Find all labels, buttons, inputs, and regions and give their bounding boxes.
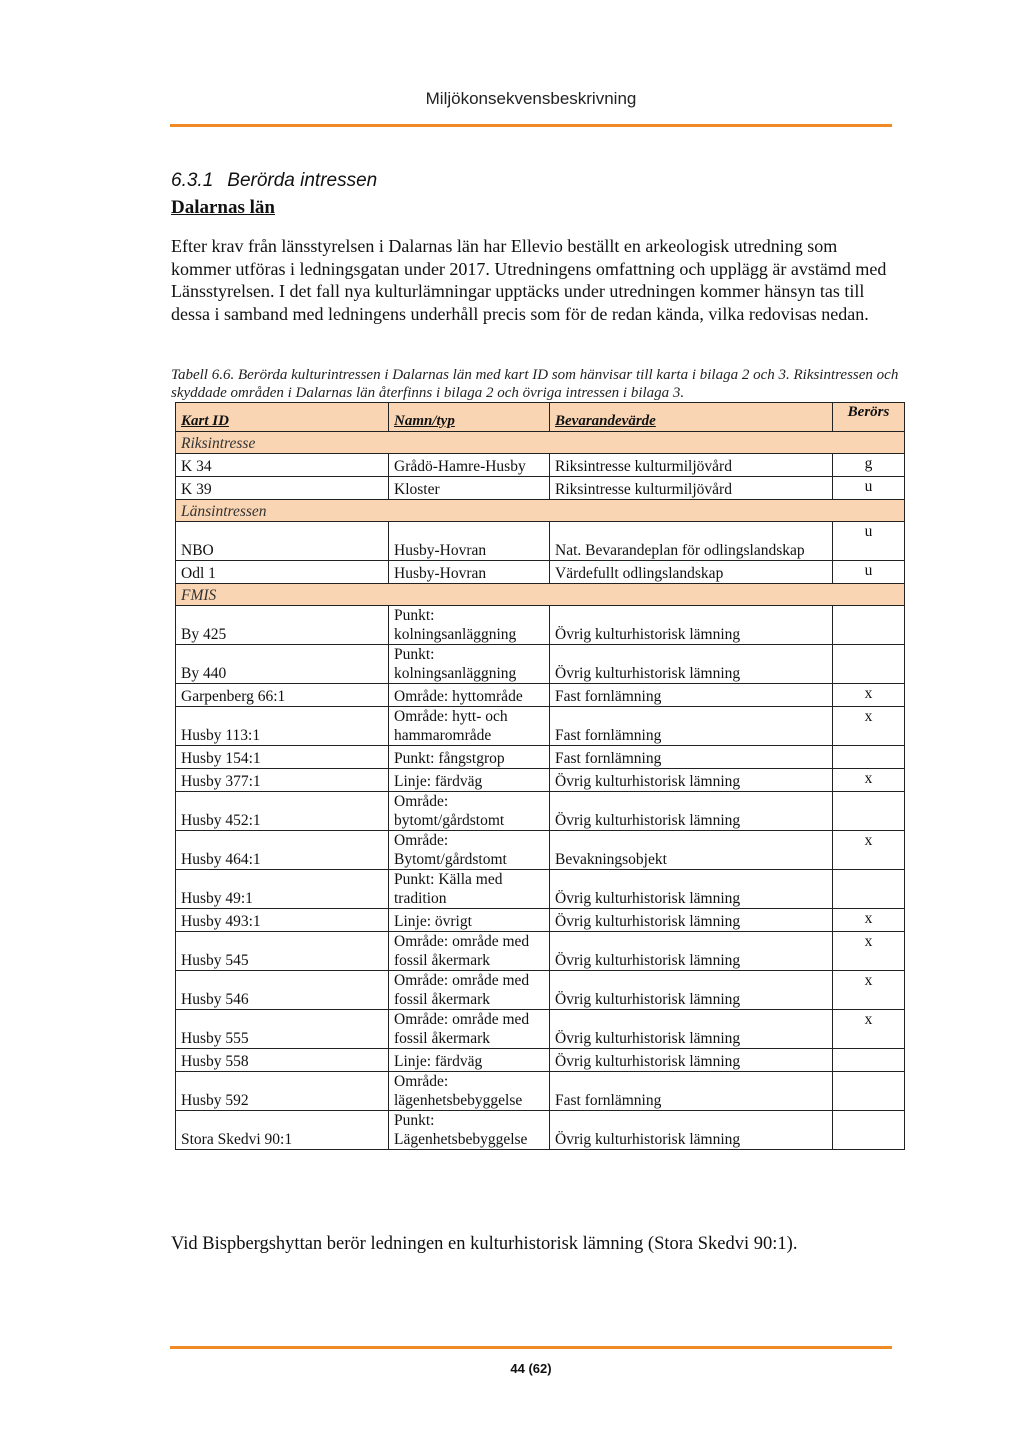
table-row <box>176 1010 905 1049</box>
cell-bevarandevarde: Värdefullt odlingslandskap <box>550 561 833 584</box>
cell-kart-id: Husby 592 <box>176 1072 389 1111</box>
header-kart-id: Kart ID <box>176 403 389 432</box>
table-body <box>176 432 905 1150</box>
cell-bevarandevarde: Övrig kulturhistorisk lämning <box>550 1010 833 1049</box>
cell-bevarandevarde: Fast fornlämning <box>550 746 833 769</box>
table-row <box>176 561 905 584</box>
cell-namn-typ: Punkt: Källa med tradition <box>389 870 550 909</box>
cell-namn-typ: Linje: färdväg <box>389 769 550 792</box>
section-number: 6.3.1 <box>171 170 214 191</box>
cell-kart-id: Husby 113:1 <box>176 707 389 746</box>
cell-namn-typ: Område: lägenhetsbebyggelse <box>389 1072 550 1111</box>
cell-namn-typ: Område: område med fossil åkermark <box>389 932 550 971</box>
cell-kart-id: K 34 <box>176 454 389 477</box>
cell-namn-typ: Grådö-Hamre-Husby <box>389 454 550 477</box>
cell-bevarandevarde: Bevakningsobjekt <box>550 831 833 870</box>
table-row <box>176 746 905 769</box>
cell-bevarandevarde: Övrig kulturhistorisk lämning <box>550 1111 833 1150</box>
cell-kart-id: Husby 546 <box>176 971 389 1010</box>
cell-berors: x <box>833 707 905 746</box>
cell-berors <box>833 645 905 684</box>
group-label: FMIS <box>176 584 905 606</box>
cell-berors: x <box>833 971 905 1010</box>
section-title: Berörda intressen <box>227 170 378 191</box>
cell-kart-id: Husby 555 <box>176 1010 389 1049</box>
cell-kart-id: By 425 <box>176 606 389 645</box>
table-row <box>176 870 905 909</box>
cell-kart-id: Husby 545 <box>176 932 389 971</box>
cell-namn-typ: Område: område med fossil åkermark <box>389 1010 550 1049</box>
page-number: 44 (62) <box>510 1361 552 1376</box>
cell-namn-typ: Område: bytomt/gårdstomt <box>389 792 550 831</box>
cell-kart-id: Husby 49:1 <box>176 870 389 909</box>
cell-bevarandevarde: Fast fornlämning <box>550 684 833 707</box>
cell-bevarandevarde: Övrig kulturhistorisk lämning <box>550 792 833 831</box>
cell-berors: x <box>833 909 905 932</box>
cell-kart-id: By 440 <box>176 645 389 684</box>
table-row <box>176 1111 905 1150</box>
table-row <box>176 971 905 1010</box>
table-row <box>176 477 905 500</box>
cell-berors <box>833 1049 905 1072</box>
table-row <box>176 522 905 561</box>
table-row <box>176 1049 905 1072</box>
cell-berors: x <box>833 1010 905 1049</box>
table-row <box>176 932 905 971</box>
table-row <box>176 831 905 870</box>
cell-namn-typ: Område: Bytomt/gårdstomt <box>389 831 550 870</box>
body-paragraph: Efter krav från länsstyrelsen i Dalarnas län har Ellevio beställt en arkeologisk utredning som kommer utföras i ledningsgatan under 2017. Utredningens omfattning och upplägg är avstämd med Länsstyrelsen. I det fall nya kulturlämningar upptäcks under utredningen kommer hänsyn tas till dessa i samband med ledningens underhåll precis som för de redan kända, vilka redovisas nedan. <box>171 236 887 324</box>
table-header-row <box>176 403 905 432</box>
cell-namn-typ: Område: område med fossil åkermark <box>389 971 550 1010</box>
cell-kart-id: Husby 452:1 <box>176 792 389 831</box>
cell-namn-typ: Punkt: kolningsanläggning <box>389 606 550 645</box>
cell-namn-typ: Linje: färdväg <box>389 1049 550 1072</box>
table-row <box>176 645 905 684</box>
cell-bevarandevarde: Övrig kulturhistorisk lämning <box>550 870 833 909</box>
sub-heading: Dalarnas län <box>171 197 275 218</box>
table-row <box>176 769 905 792</box>
cell-bevarandevarde: Övrig kulturhistorisk lämning <box>550 606 833 645</box>
cell-kart-id: K 39 <box>176 477 389 500</box>
cell-berors <box>833 792 905 831</box>
cell-bevarandevarde: Riksintresse kulturmiljövård <box>550 477 833 500</box>
table-row <box>176 792 905 831</box>
cell-kart-id: Husby 154:1 <box>176 746 389 769</box>
cell-namn-typ: Område: hytt- och hammarområde <box>389 707 550 746</box>
group-label: Riksintresse <box>176 432 905 454</box>
cell-bevarandevarde: Övrig kulturhistorisk lämning <box>550 769 833 792</box>
cell-berors: u <box>833 561 905 584</box>
cell-berors: x <box>833 932 905 971</box>
cell-berors: u <box>833 477 905 500</box>
cell-kart-id: Husby 558 <box>176 1049 389 1072</box>
group-label: Länsintressen <box>176 500 905 522</box>
cell-bevarandevarde: Övrig kulturhistorisk lämning <box>550 971 833 1010</box>
cell-berors <box>833 1111 905 1150</box>
cell-berors: x <box>833 769 905 792</box>
header-berors: Berörs <box>833 403 905 432</box>
table-group-row <box>176 584 905 606</box>
cell-bevarandevarde: Övrig kulturhistorisk lämning <box>550 909 833 932</box>
cell-bevarandevarde: Fast fornlämning <box>550 707 833 746</box>
footer-rule <box>170 1346 892 1349</box>
cell-berors <box>833 746 905 769</box>
header-rule <box>170 124 892 127</box>
cell-bevarandevarde: Övrig kulturhistorisk lämning <box>550 932 833 971</box>
closing-text: Vid Bispbergshyttan berör ledningen en kulturhistorisk lämning (Stora Skedvi 90:1). <box>171 1234 798 1254</box>
cell-kart-id: Husby 377:1 <box>176 769 389 792</box>
cell-namn-typ: Husby-Hovran <box>389 561 550 584</box>
cell-berors: x <box>833 684 905 707</box>
cell-bevarandevarde: Övrig kulturhistorisk lämning <box>550 1049 833 1072</box>
cell-kart-id: Stora Skedvi 90:1 <box>176 1111 389 1150</box>
culture-interest-table <box>175 402 905 1150</box>
table-row <box>176 606 905 645</box>
cell-kart-id: Garpenberg 66:1 <box>176 684 389 707</box>
cell-namn-typ: Punkt: kolningsanläggning <box>389 645 550 684</box>
cell-kart-id: Husby 464:1 <box>176 831 389 870</box>
table-row <box>176 684 905 707</box>
table-row <box>176 707 905 746</box>
cell-kart-id: Husby 493:1 <box>176 909 389 932</box>
section-heading <box>171 170 377 192</box>
header-bevarandevarde: Bevarandevärde <box>550 403 833 432</box>
table-caption: Tabell 6.6. Berörda kulturintressen i Dalarnas län med kart ID som hänvisar till karta i bilaga 2 och 3. Riksintressen och skyddade områden i Dalarnas län återfinns i bilaga 2 och övriga intressen i bilaga 3. <box>171 367 899 401</box>
cell-berors: x <box>833 831 905 870</box>
cell-namn-typ: Husby-Hovran <box>389 522 550 561</box>
cell-bevarandevarde: Övrig kulturhistorisk lämning <box>550 645 833 684</box>
cell-namn-typ: Område: hyttområde <box>389 684 550 707</box>
table-group-row <box>176 500 905 522</box>
page-header: Miljökonsekvensbeskrivning <box>425 89 637 108</box>
cell-namn-typ: Punkt: Lägenhetsbebyggelse <box>389 1111 550 1150</box>
cell-berors <box>833 870 905 909</box>
header-namn-typ: Namn/typ <box>389 403 550 432</box>
table-row <box>176 454 905 477</box>
table-group-row <box>176 432 905 454</box>
cell-berors: g <box>833 454 905 477</box>
cell-bevarandevarde: Riksintresse kulturmiljövård <box>550 454 833 477</box>
cell-namn-typ: Punkt: fångstgrop <box>389 746 550 769</box>
cell-berors <box>833 1072 905 1111</box>
cell-namn-typ: Linje: övrigt <box>389 909 550 932</box>
cell-namn-typ: Kloster <box>389 477 550 500</box>
cell-kart-id: Odl 1 <box>176 561 389 584</box>
cell-berors <box>833 606 905 645</box>
cell-kart-id: NBO <box>176 522 389 561</box>
table-row <box>176 909 905 932</box>
cell-berors: u <box>833 522 905 561</box>
cell-bevarandevarde: Fast fornlämning <box>550 1072 833 1111</box>
table-row <box>176 1072 905 1111</box>
cell-bevarandevarde: Nat. Bevarandeplan för odlingslandskap <box>550 522 833 561</box>
